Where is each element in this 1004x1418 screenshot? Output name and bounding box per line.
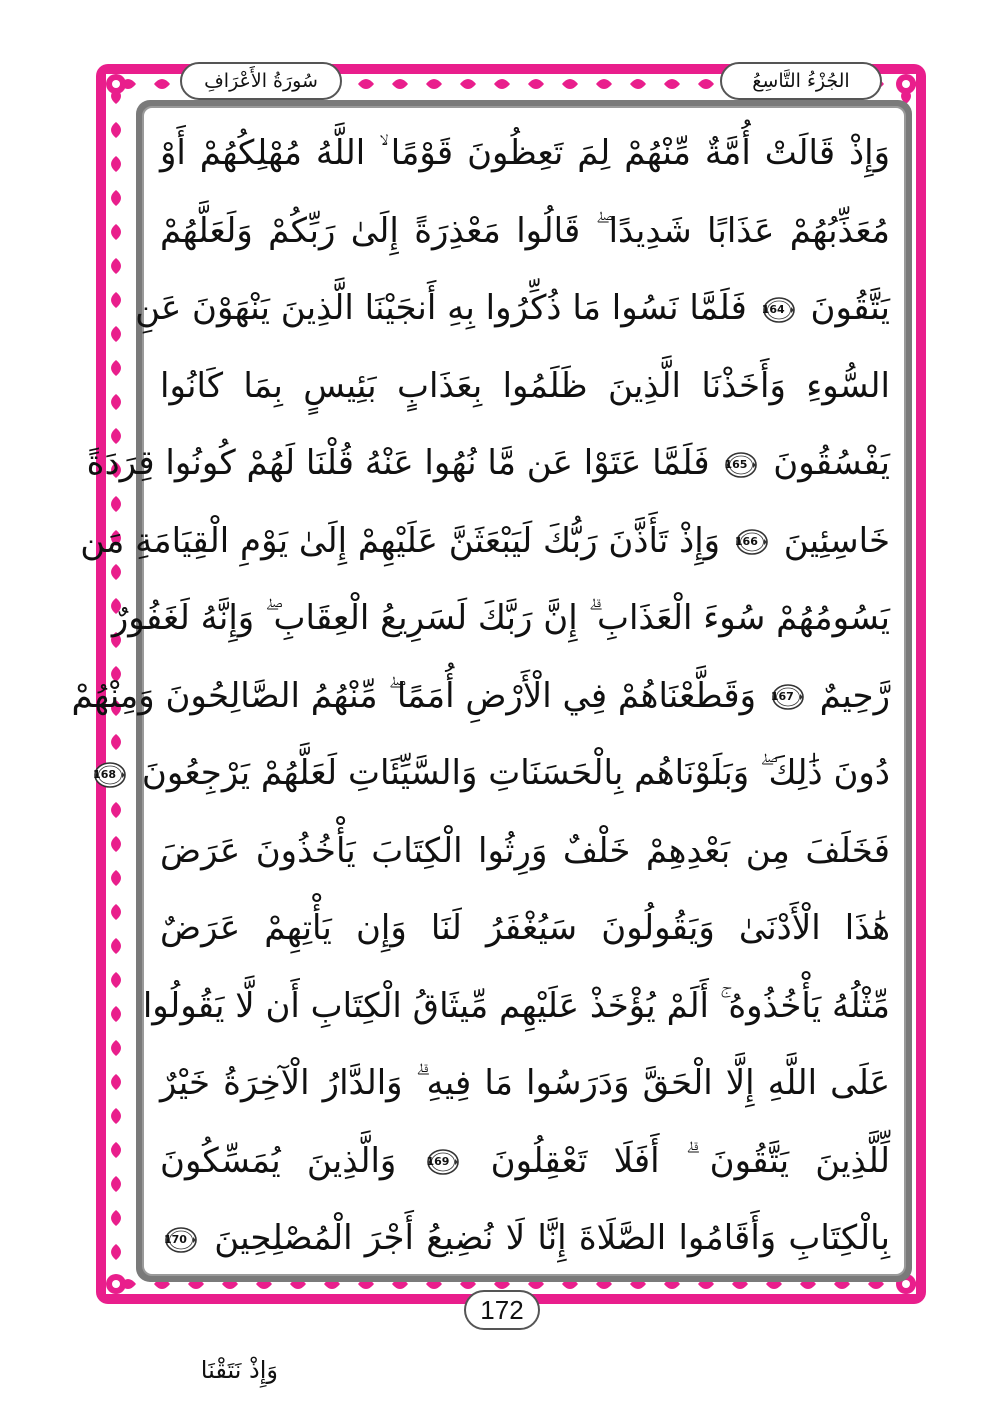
- verse-text: هَٰذَا الْأَدْنَىٰ وَيَقُولُونَ سَيُغْفَرُ لَنَا وَإِن يَأْتِهِمْ عَرَضٌ: [160, 908, 890, 948]
- catchword: وَإِذْ نَتَقْنَا: [200, 1356, 278, 1384]
- verse-text: وَالَّذِينَ يُمَسِّكُونَ: [160, 1140, 397, 1181]
- verse-line: [160, 1048, 890, 1118]
- ayah-number: 170: [164, 1232, 187, 1246]
- verse-line: [71, 661, 890, 731]
- verse-text: يَسُومُهُمْ سُوءَ الْعَذَابِ ۗ إِنَّ رَبَّكَ لَسَرِيعُ الْعِقَابِ ۖ وَإِنَّهُ لَغَفُورٌ: [111, 598, 890, 638]
- verse-text: لِّلَّذِينَ يَتَّقُونَ ۗ أَفَلَا تَعْقِلُونَ: [490, 1140, 891, 1181]
- verse-line: [86, 428, 890, 498]
- verse-text: دُونَ ذَٰلِكَ ۖ وَبَلَوْنَاهُم بِالْحَسَنَاتِ وَالسَّيِّئَاتِ لَعَلَّهُمْ يَرْجِعُونَ: [141, 753, 890, 793]
- verse-line: [135, 273, 890, 343]
- verse-line: [160, 196, 890, 266]
- verse-text: خَاسِئِينَ: [783, 520, 890, 561]
- verse-line: [160, 118, 890, 188]
- surah-name: سُورَةُ الأَعْرَافِ: [204, 70, 318, 92]
- verse-line: [142, 971, 890, 1041]
- surah-label: [180, 62, 342, 100]
- verse-text: وَقَطَّعْنَاهُمْ فِي الْأَرْضِ أُمَمًا ۖ مِّنْهُمُ الصَّالِحُونَ وَمِنْهُمْ: [71, 675, 757, 716]
- ayah-end-marker: [724, 451, 758, 479]
- juz-label: [720, 62, 882, 100]
- ayah-number: 167: [770, 690, 794, 703]
- verse-line: [80, 506, 890, 576]
- ayah-number: 166: [734, 535, 758, 548]
- verse-text: فَلَمَّا عَتَوْا عَن مَّا نُهُوا عَنْهُ قُلْنَا لَهُمْ كُونُوا قِرَدَةً: [86, 443, 710, 483]
- verse-text: فَلَمَّا نَسُوا مَا ذُكِّرُوا بِهِ أَنجَيْنَا الَّذِينَ يَنْهَوْنَ عَنِ: [135, 288, 747, 328]
- verse-line: [160, 1203, 890, 1273]
- ayah-end-marker: [93, 761, 127, 789]
- ayah-number: 164: [761, 302, 785, 316]
- verse-text: وَإِذْ قَالَتْ أُمَّةٌ مِّنْهُمْ لِمَ تَعِظُونَ قَوْمًا ۙ اللَّهُ مُهْلِكُهُمْ أَوْ: [160, 133, 890, 173]
- ayah-end-marker: [735, 528, 769, 556]
- verse-line: [160, 893, 890, 963]
- ayah-end-marker: [164, 1226, 198, 1254]
- page-number-text: 172: [480, 1294, 524, 1325]
- verse-text: وَإِذْ تَأَذَّنَ رَبُّكَ لَيَبْعَثَنَّ عَلَيْهِمْ إِلَىٰ يَوْمِ الْقِيَامَةِ مَن: [80, 520, 721, 561]
- ayah-end-marker: [762, 296, 796, 324]
- verse-text: رَّحِيمٌ: [819, 675, 890, 716]
- verse-text: السُّوءِ وَأَخَذْنَا الَّذِينَ ظَلَمُوا بِعَذَابٍ بَئِيسٍ بِمَا كَانُوا: [160, 365, 890, 406]
- ayah-number: 165: [724, 457, 748, 471]
- verse-text: مِّثْلُهُ يَأْخُذُوهُ ۚ أَلَمْ يُؤْخَذْ عَلَيْهِم مِّيثَاقُ الْكِتَابِ أَن لَّا يَقُولُوا: [142, 985, 890, 1026]
- verse-text: بِالْكِتَابِ وَأَقَامُوا الصَّلَاةَ إِنَّا لَا نُضِيعُ أَجْرَ الْمُصْلِحِينَ: [214, 1218, 890, 1258]
- verse-text: فَخَلَفَ مِن بَعْدِهِمْ خَلْفٌ وَرِثُوا الْكِتَابَ يَأْخُذُونَ عَرَضَ: [160, 830, 890, 871]
- verse-line: [111, 583, 890, 653]
- verse-text: يَتَّقُونَ: [810, 288, 890, 328]
- ayah-number: 169: [426, 1155, 450, 1168]
- juz-name: الجُزْءُ التَّاسِعُ: [752, 70, 850, 92]
- verse-line: [160, 816, 890, 886]
- page-number: [464, 1290, 540, 1330]
- verse-text: يَفْسُقُونَ: [773, 443, 890, 483]
- ayah-end-marker: [771, 683, 805, 711]
- ayah-end-marker: [426, 1148, 460, 1176]
- verse-line: [160, 351, 890, 421]
- verse-text: مُعَذِّبُهُمْ عَذَابًا شَدِيدًا ۖ قَالُوا مَعْذِرَةً إِلَىٰ رَبِّكُمْ وَلَعَلَّهُمْ: [160, 210, 890, 251]
- verse-line: [93, 738, 890, 808]
- verse-line: [160, 1126, 890, 1196]
- verse-text: عَلَى اللَّهِ إِلَّا الْحَقَّ وَدَرَسُوا مَا فِيهِ ۗ وَالدَّارُ الْآخِرَةُ خَيْرٌ: [160, 1063, 890, 1103]
- ayah-number: 168: [93, 767, 117, 781]
